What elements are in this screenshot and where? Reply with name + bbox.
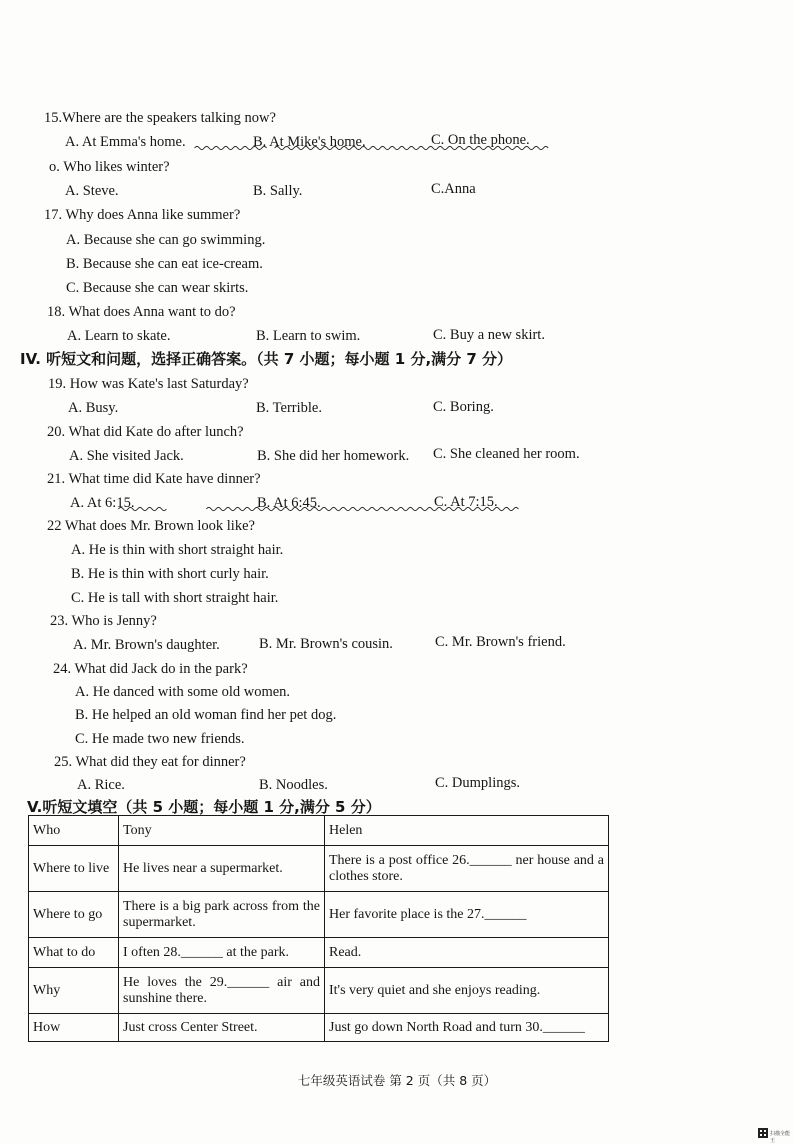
table-cell: Why <box>29 968 119 1014</box>
q16-option-b: B. Sally. <box>253 183 303 199</box>
q17-option-b: B. Because she can eat ice-cream. <box>66 256 263 272</box>
question-20: 20. What did Kate do after lunch? <box>47 424 244 440</box>
q21-option-a: A. At 6:15. <box>70 495 135 511</box>
table-cell: There is a post office 26.______ ner house and a clothes store. <box>325 846 609 892</box>
table-cell: What to do <box>29 938 119 968</box>
q20-option-a: A. She visited Jack. <box>69 448 184 464</box>
table-cell: Just go down North Road and turn 30.______ <box>325 1014 609 1042</box>
table-row <box>29 1014 609 1042</box>
q17-option-c: C. Because she can wear skirts. <box>66 280 249 296</box>
q20-option-b: B. She did her homework. <box>257 448 410 464</box>
q21-option-b: B. At 6:45. <box>257 495 321 511</box>
question-23: 23. Who is Jenny? <box>50 613 157 629</box>
table-cell: Helen <box>325 816 609 846</box>
q24-option-c: C. He made two new friends. <box>75 731 245 747</box>
section-iv-heading: IV. 听短文和问题，选择正确答案。（共 7 小题；每小题 1 分,满分 7 分） <box>20 350 513 368</box>
q24-option-b: B. He helped an old woman find her pet dog. <box>75 707 337 723</box>
question-25: 25. What did they eat for dinner? <box>54 754 246 770</box>
q18-option-b: B. Learn to swim. <box>256 328 361 344</box>
question-18: 18. What does Anna want to do? <box>47 304 236 320</box>
table-cell: Tony <box>119 816 325 846</box>
q20-option-c: C. She cleaned her room. <box>433 446 580 462</box>
table-cell: There is a big park across from the supermarket. <box>119 892 325 938</box>
table-cell: Where to live <box>29 846 119 892</box>
table-cell: Read. <box>325 938 609 968</box>
q25-option-c: C. Dumplings. <box>435 775 520 791</box>
fill-in-table <box>28 815 609 1042</box>
table-row <box>29 968 609 1014</box>
wavy-underline-q21 <box>68 505 572 513</box>
table-cell: How <box>29 1014 119 1042</box>
table-row <box>29 938 609 968</box>
table-row <box>29 892 609 938</box>
q18-option-a: A. Learn to skate. <box>67 328 171 344</box>
q22-option-b: B. He is thin with short curly hair. <box>71 566 269 582</box>
q15-option-c: C. On the phone. <box>431 132 530 148</box>
table-cell: He loves the 29.______ air and sunshine there. <box>119 968 325 1014</box>
q19-option-a: A. Busy. <box>68 400 119 416</box>
q23-option-a: A. Mr. Brown's daughter. <box>73 637 220 653</box>
table-row <box>29 846 609 892</box>
qr-code-icon <box>758 1128 768 1138</box>
q22-option-a: A. He is thin with short straight hair. <box>71 542 284 558</box>
scanner-watermark: 扫描全能王 <box>770 1131 791 1144</box>
q15-option-a: A. At Emma's home. <box>65 134 186 150</box>
page-footer: 七年级英语试卷 第 2 页（共 8 页） <box>297 1073 497 1088</box>
q16-option-a: A. Steve. <box>65 183 119 199</box>
q23-option-b: B. Mr. Brown's cousin. <box>259 636 393 652</box>
section-v-heading: V.听短文填空（共 5 小题；每小题 1 分,满分 5 分） <box>27 798 381 816</box>
q19-option-b: B. Terrible. <box>256 400 322 416</box>
question-17: 17. Why does Anna like summer? <box>44 207 241 223</box>
question-16: o. Who likes winter? <box>49 159 170 175</box>
question-15: 15.Where are the speakers talking now? <box>44 110 276 126</box>
question-24: 24. What did Jack do in the park? <box>53 661 248 677</box>
q17-option-a: A. Because she can go swimming. <box>66 232 266 248</box>
q24-option-a: A. He danced with some old women. <box>75 684 291 700</box>
question-21: 21. What time did Kate have dinner? <box>47 471 261 487</box>
table-cell: Her favorite place is the 27.______ <box>325 892 609 938</box>
wavy-underline-q15 <box>150 144 596 152</box>
q21-option-c: C. At 7:15. <box>434 494 498 510</box>
q15-option-b: B. At Mike's home. <box>253 134 366 150</box>
q16-option-c: C.Anna <box>431 181 476 197</box>
q23-option-c: C. Mr. Brown's friend. <box>435 634 566 650</box>
table-cell: It's very quiet and she enjoys reading. <box>325 968 609 1014</box>
q25-option-a: A. Rice. <box>77 777 125 793</box>
table-cell: I often 28.______ at the park. <box>119 938 325 968</box>
table-cell: Where to go <box>29 892 119 938</box>
table-cell: Just cross Center Street. <box>119 1014 325 1042</box>
question-22: 22 What does Mr. Brown look like? <box>47 518 255 534</box>
table-row <box>29 816 609 846</box>
q22-option-c: C. He is tall with short straight hair. <box>71 590 279 606</box>
table-cell: Who <box>29 816 119 846</box>
q19-option-c: C. Boring. <box>433 399 494 415</box>
question-19: 19. How was Kate's last Saturday? <box>48 376 249 392</box>
q18-option-c: C. Buy a new skirt. <box>433 327 545 343</box>
q25-option-b: B. Noodles. <box>259 777 328 793</box>
table-cell: He lives near a supermarket. <box>119 846 325 892</box>
